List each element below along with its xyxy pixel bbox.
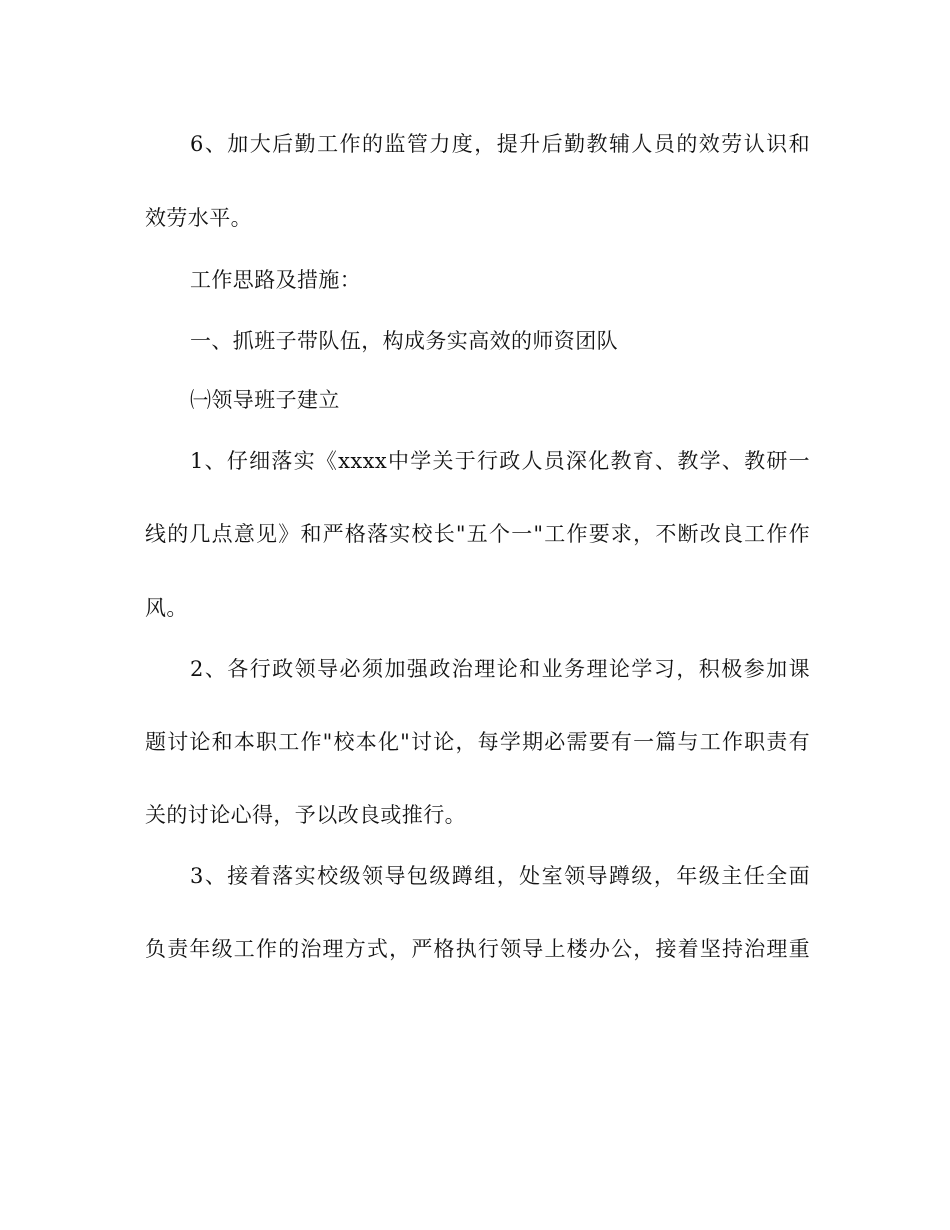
subsection-heading: ㈠领导班子建立 [190,388,340,412]
paragraph-line: 负责年级工作的治理方式，严格执行领导上楼办公，接着坚持治理重 [145,937,810,961]
paragraph-line: 线的几点意见》和严格落实校长"五个一"工作要求，不断改良工作作 [145,522,810,546]
paragraph-line: 6、加大后勤工作的监管力度，提升后勤教辅人员的效劳认识和 [190,132,810,156]
paragraph-line: 题讨论和本职工作"校本化"讨论，每学期必需要有一篇与工作职责有 [145,730,810,754]
paragraph-line: 风。 [145,596,188,620]
paragraph-line: 3、接着落实校级领导包级蹲组，处室领导蹲级，年级主任全面 [190,864,810,888]
section-heading: 一、抓班子带队伍，构成务实高效的师资团队 [190,329,618,353]
paragraph-line: 2、各行政领导必须加强政治理论和业务理论学习，积极参加课 [190,657,810,681]
paragraph-line: 关的讨论心得，予以改良或推行。 [145,803,466,827]
paragraph-line: 1、仔细落实《xxxx中学关于行政人员深化教育、教学、教研一 [190,449,810,473]
section-heading: 工作思路及措施： [190,268,362,292]
paragraph-line: 效劳水平。 [145,206,252,230]
